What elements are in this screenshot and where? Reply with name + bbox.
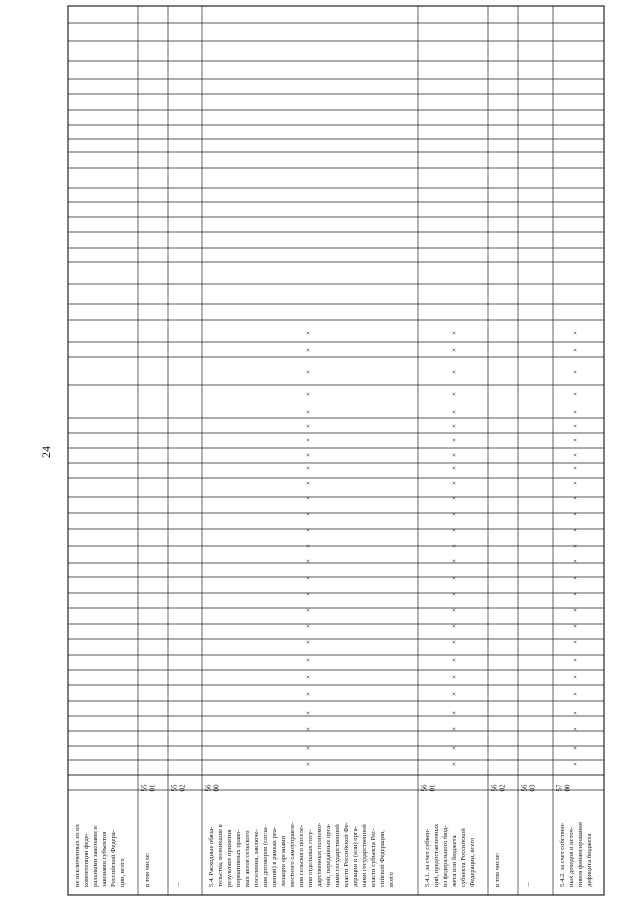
cell-mark-r5600-10: × [304, 496, 313, 500]
row-label-r5600-line-5: поселения, заключе- [253, 829, 261, 887]
row-label-r5700-line-3: дефицита бюджета [586, 833, 594, 887]
row-code-r5603-part-1: 03 [528, 784, 537, 792]
row-code-r5602-part-1: 02 [498, 784, 507, 792]
cell-mark-r5600-21: × [304, 675, 313, 679]
cell-mark-r5700-20: × [571, 658, 580, 662]
cell-mark-r5601-2: × [450, 370, 459, 374]
cell-mark-r5700-1: × [571, 348, 580, 352]
row-label-r5501-line-0: в том числе: [144, 852, 152, 887]
row-label-intro-line-5: ции, всего [119, 858, 127, 887]
row-code-r5602-part-0: 56 [490, 784, 499, 792]
cell-mark-r5601-4: × [450, 410, 459, 414]
cell-mark-r5601-24: × [450, 727, 459, 731]
row-label-r5600-line-17: нами государственной [361, 824, 369, 887]
row-code-r5601-part-1: 01 [428, 784, 437, 792]
cell-mark-r5601-22: × [450, 692, 459, 696]
cell-mark-r5601-21: × [450, 675, 459, 679]
cell-mark-r5601-25: × [450, 746, 459, 750]
row-label-r5700-line-2: ников финансирования [577, 822, 585, 887]
row-label-r5601-line-3: жета или бюджета [451, 835, 459, 887]
cell-mark-r5600-0: × [304, 331, 313, 335]
row-label-r5600-line-16: дерации и (или) орга- [352, 826, 360, 887]
cell-mark-r5600-26: × [304, 762, 313, 766]
cell-mark-r5600-2: × [304, 370, 313, 374]
cell-mark-r5601-9: × [450, 481, 459, 485]
row-label-r5600-line-3: нормативных право- [235, 829, 243, 887]
cell-mark-r5700-11: × [571, 512, 580, 516]
cell-mark-r5601-17: × [450, 608, 459, 612]
row-label-r5600-line-15: власти Российской Фе- [343, 822, 351, 887]
row-label-r5602-line-0: в том числе: [494, 852, 502, 887]
cell-mark-r5601-11: × [450, 512, 459, 516]
cell-mark-r5700-23: × [571, 711, 580, 715]
cell-mark-r5700-21: × [571, 675, 580, 679]
cell-mark-r5700-8: × [571, 466, 580, 470]
row-label-r5601-line-5: Федерации, всего [469, 837, 477, 887]
cell-mark-r5700-19: × [571, 640, 580, 644]
row-label-r5600-line-18: власти субъекта Рос- [370, 828, 378, 887]
cell-mark-r5600-18: × [304, 624, 313, 628]
cell-mark-r5600-12: × [304, 528, 313, 532]
cell-mark-r5601-23: × [450, 711, 459, 715]
row-code-r5700-part-0: 57 [555, 784, 564, 792]
cell-mark-r5700-0: × [571, 331, 580, 335]
cell-mark-r5600-19: × [304, 640, 313, 644]
table-labels [74, 784, 593, 888]
cell-mark-r5700-15: × [571, 576, 580, 580]
row-label-r5600-line-11: ния отдельных госу- [307, 829, 315, 887]
table-grid [68, 6, 604, 895]
table-frame [68, 6, 604, 895]
row-label-r5600-line-1: тельства, возникшие в [217, 824, 225, 887]
cell-mark-r5700-16: × [571, 592, 580, 596]
cell-mark-r5700-25: × [571, 746, 580, 750]
cell-mark-r5700-14: × [571, 559, 580, 563]
cell-mark-r5700-9: × [571, 481, 580, 485]
row-code-r5700-part-1: 00 [563, 784, 572, 792]
row-label-r5600-line-13: чий, переданных орга- [325, 823, 333, 887]
row-label-r5600-line-20: всего [388, 872, 396, 887]
row-label-r5601-line-0: 5.4.1. за счет субвен- [424, 828, 432, 887]
row-label-r5600-line-8: лизации органами [280, 836, 288, 887]
cell-mark-r5700-26: × [571, 762, 580, 766]
cell-mark-r5601-7: × [450, 453, 459, 457]
cell-mark-r5601-8: × [450, 466, 459, 470]
page-number: 24 [39, 446, 53, 458]
cell-mark-r5601-12: × [450, 528, 459, 532]
cell-mark-r5700-18: × [571, 624, 580, 628]
row-label-r5700-line-1: ных доходов и источ- [568, 826, 576, 887]
row-code-r5600-part-0: 56 [204, 784, 213, 792]
cell-mark-r5700-22: × [571, 692, 580, 696]
cell-mark-r5600-24: × [304, 727, 313, 731]
row-label-intro-line-1: компетенции феде- [83, 833, 91, 887]
row-label-intro-line-0: не исключенных из их [74, 823, 82, 887]
row-label-r5600-line-4: вых актов сельского [244, 830, 252, 887]
row-label-r5502-line-0: ... [174, 882, 182, 887]
cell-mark-r5601-5: × [450, 424, 459, 428]
cell-mark-r5700-6: × [571, 438, 580, 442]
cell-mark-r5600-23: × [304, 711, 313, 715]
row-label-intro-line-4: Российской Федера- [110, 830, 118, 887]
cell-mark-r5601-14: × [450, 559, 459, 563]
cell-mark-r5700-3: × [571, 392, 580, 396]
cell-mark-r5601-26: × [450, 762, 459, 766]
cell-mark-r5700-24: × [571, 727, 580, 731]
cell-mark-r5700-10: × [571, 496, 580, 500]
row-label-r5700-line-0: 5.4.2. за счет собствен- [559, 822, 567, 887]
row-label-r5601-line-1: ций, предоставленных [433, 823, 441, 887]
row-code-r5502-part-1: 02 [178, 784, 187, 792]
row-code-r5502-part-0: 55 [170, 784, 179, 792]
cell-mark-r5700-4: × [571, 410, 580, 414]
row-code-r5501-part-0: 55 [140, 784, 149, 792]
cell-mark-r5600-25: × [304, 746, 313, 750]
cell-mark-r5601-10: × [450, 496, 459, 500]
cell-mark-r5601-13: × [450, 544, 459, 548]
cell-mark-r5600-15: × [304, 576, 313, 580]
cell-mark-r5600-7: × [304, 453, 313, 457]
cell-mark-r5600-20: × [304, 658, 313, 662]
cell-mark-r5600-16: × [304, 592, 313, 596]
cell-mark-r5600-17: × [304, 608, 313, 612]
row-label-r5600-line-9: местного самоуправле- [289, 821, 297, 887]
row-code-r5603-part-0: 56 [520, 784, 529, 792]
row-label-r5600-line-12: дарственных полномо- [316, 822, 324, 887]
cell-mark-r5700-17: × [571, 608, 580, 612]
cell-mark-r5600-6: × [304, 438, 313, 442]
cell-mark-r5600-11: × [304, 512, 313, 516]
row-label-r5600-line-7: шений) в рамках реа- [271, 827, 279, 887]
cell-mark-r5600-9: × [304, 481, 313, 485]
cell-mark-r5600-1: × [304, 348, 313, 352]
cell-mark-r5600-13: × [304, 544, 313, 548]
cell-mark-r5601-20: × [450, 658, 459, 662]
cell-mark-r5601-3: × [450, 392, 459, 396]
cell-mark-r5700-13: × [571, 544, 580, 548]
row-label-r5601-line-4: субъекта Российской [460, 828, 468, 887]
cell-mark-r5600-14: × [304, 559, 313, 563]
row-label-r5603-line-0: ... [524, 882, 532, 887]
row-label-r5600-line-6: ния договоров (согла- [262, 825, 270, 887]
cell-mark-r5700-12: × [571, 528, 580, 532]
cell-mark-r5601-18: × [450, 624, 459, 628]
row-label-r5600-line-0: 5.4. Расходные обяза- [208, 826, 216, 887]
cell-mark-r5601-6: × [450, 438, 459, 442]
row-code-r5501-part-1: 01 [148, 784, 157, 792]
cell-mark-r5600-4: × [304, 410, 313, 414]
row-label-intro-line-3: законами субъектов [101, 831, 109, 887]
row-label-r5600-line-2: результате принятия [226, 829, 234, 887]
cell-mark-r5600-8: × [304, 466, 313, 470]
cell-mark-r5700-7: × [571, 453, 580, 457]
cell-mark-r5601-16: × [450, 592, 459, 596]
cell-mark-r5700-5: × [571, 424, 580, 428]
cell-mark-r5601-0: × [450, 331, 459, 335]
row-label-r5601-line-2: из федерального бюд- [442, 825, 450, 887]
row-label-r5600-line-10: ния сельского поселе- [298, 825, 306, 887]
row-label-r5600-line-19: сийской Федерации, [379, 829, 387, 887]
row-label-r5600-line-14: нами государственной [334, 824, 342, 887]
row-code-r5600-part-1: 00 [212, 784, 221, 792]
cell-mark-r5600-3: × [304, 392, 313, 396]
cell-mark-r5601-19: × [450, 640, 459, 644]
cell-mark-r5601-15: × [450, 576, 459, 580]
cell-mark-r5600-5: × [304, 424, 313, 428]
cell-mark-r5601-1: × [450, 348, 459, 352]
cell-mark-r5700-2: × [571, 370, 580, 374]
row-label-intro-line-2: ральными законами и [92, 826, 100, 887]
row-code-r5601-part-0: 56 [420, 784, 429, 792]
cell-mark-r5600-22: × [304, 692, 313, 696]
